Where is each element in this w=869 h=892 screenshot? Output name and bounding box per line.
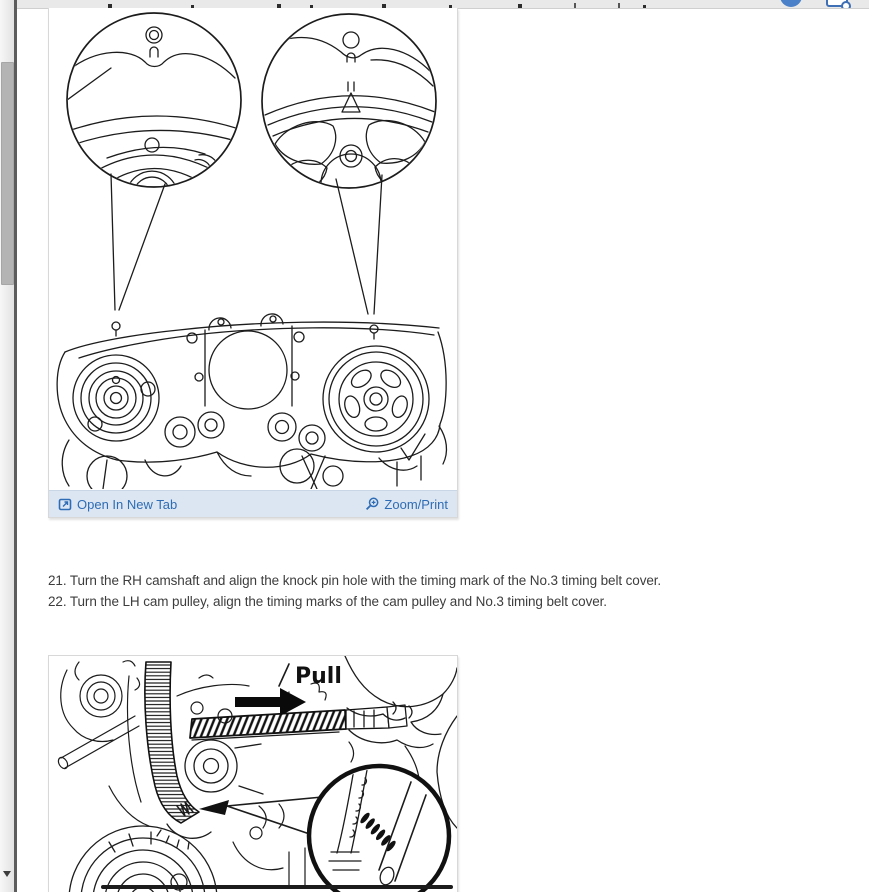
profile-avatar[interactable] — [780, 0, 802, 7]
right-callout-circle — [262, 14, 436, 194]
open-in-new-tab-icon — [58, 497, 72, 511]
callout-pointers — [111, 174, 382, 314]
crankshaft-pulley — [69, 826, 217, 892]
zoom-print-label: Zoom/Print — [384, 496, 448, 512]
figure-timing-marks — [48, 8, 458, 518]
pane-divider — [14, 0, 17, 892]
figure-footer-bar — [49, 490, 457, 517]
toolbar-text-fragment — [518, 4, 522, 8]
scrollbar-thumb[interactable] — [1, 62, 14, 285]
toolbar-text-fragment — [618, 3, 620, 8]
belt-end-clamp — [346, 705, 407, 729]
open-in-new-tab-label: Open In New Tab — [77, 496, 178, 512]
instruction-steps — [48, 571, 828, 612]
timing-belt-upper-run — [190, 710, 346, 738]
zoom-print-link[interactable] — [365, 497, 448, 512]
step-22: 22. Turn the LH cam pulley, align the timing marks of the cam pulley and No.3 timing belt cover. — [48, 593, 607, 609]
step-21: 21. Turn the RH camshaft and align the knock pin hole with the timing mark of the No.3 timing belt cover. — [48, 573, 662, 588]
timing-marks-diagram — [49, 8, 457, 489]
timing-belt-cover — [57, 314, 446, 489]
open-in-new-tab-link[interactable] — [58, 497, 177, 512]
magnifier-detail-circle — [309, 766, 449, 892]
magnifier-plus-icon — [365, 497, 379, 511]
toolbar-text-fragment — [574, 3, 576, 8]
pull-arrow-icon — [235, 688, 306, 716]
chat-icon-dot — [841, 1, 851, 9]
scrollbar-down-arrow-icon[interactable] — [3, 871, 11, 877]
pull-leader-line — [279, 664, 289, 686]
tensioner-pulley — [185, 740, 263, 794]
vertical-scrollbar[interactable] — [0, 0, 14, 892]
pull-label: Pull — [295, 664, 342, 689]
left-callout-circle — [67, 13, 241, 190]
figure-belt-pull — [48, 655, 458, 892]
belt-pull-diagram — [49, 656, 457, 892]
timing-belt-vertical-run — [145, 662, 199, 823]
toolbar-text-fragment — [643, 5, 646, 8]
